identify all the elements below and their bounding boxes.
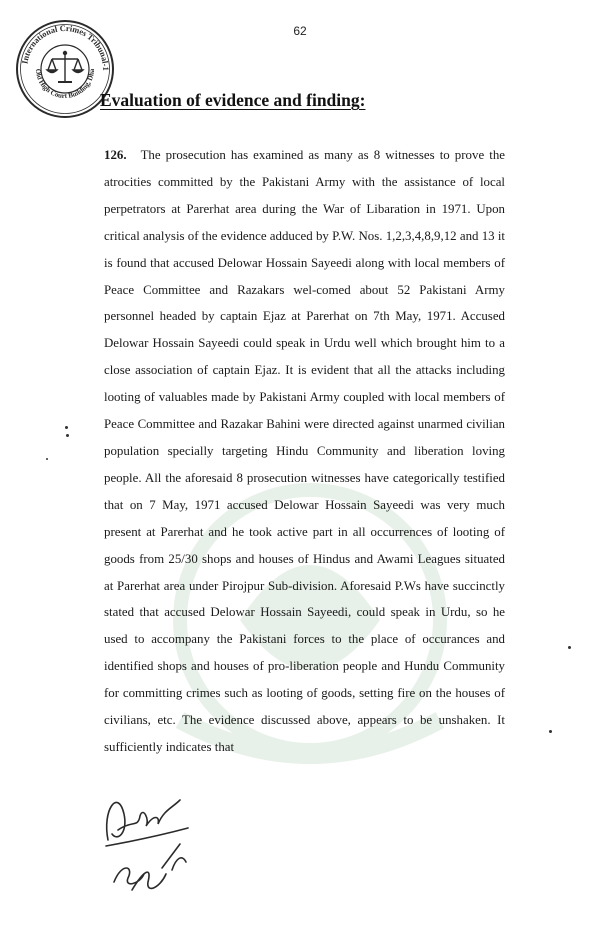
scan-speck [65, 426, 68, 429]
scales-of-justice-icon [47, 52, 83, 83]
scan-speck [66, 434, 69, 437]
paragraph-text: The prosecution has examined as many as 8 witnesses to prove the atrocities committed by the Pakistani Army with the assistance of local perpetrators at Parerhat area during the War of Libaration in 1971. Upon critical analysis of the evidence adduced by P.W. Nos. 1,2,3,4,8,9,12 and 13 it is found that accused Delowar Hossain Sayeedi along with local members of Peace Committee and Razakars wel-comed about 52 Pakistani Army personnel headed by captain Ejaz at Parerhat on 7th May, 1971. Accused Delowar Hossain Sayeedi could speak in Urdu well which brought him to a close association of captain Ejaz. It is evident that all the attacks including looting of valuables made by Pakistani Army coupled with local members of Peace Committee and Razakar Bahini were directed against unarmed civilian population specially targeting Hindu Community and liberation loving people. All the aforesaid 8 prosecution witnesses have categorically testified that on 7 May, 1971 accused Delowar Hossain Sayeedi was very much present at Parerhat and he took active part in all occurrences of looting of goods from 25/30 shops and houses of Hindus and Awami Leagues situated at Parerhat area under Pirojpur Sub-division. Aforesaid P.Ws have succinctly stated that accused Delowar Hossain Sayeedi, could speak in Urdu, so he used to accompany the Pakistani forces to the place of occurances and identified shops and houses of pro-liberation people and Hundu Community for committing crimes such as looting of goods, setting fire on the houses of civilians, etc. The evidence discussed above, appears to be unshaken. It sufficiently indicates that [104, 148, 505, 754]
paragraph-number: 126. [104, 148, 127, 162]
page-number: 62 [293, 24, 307, 38]
scan-speck [46, 458, 48, 460]
scan-speck [568, 646, 571, 649]
seal-inner-text: Old High Court Building, Dha [33, 68, 97, 101]
handwritten-signature [88, 770, 208, 910]
scan-speck [549, 730, 552, 733]
seal-outer-text: International Crimes Tribunal-1 [20, 23, 111, 71]
section-heading: Evaluation of evidence and finding: [100, 90, 366, 110]
paragraph-126 [104, 142, 505, 761]
